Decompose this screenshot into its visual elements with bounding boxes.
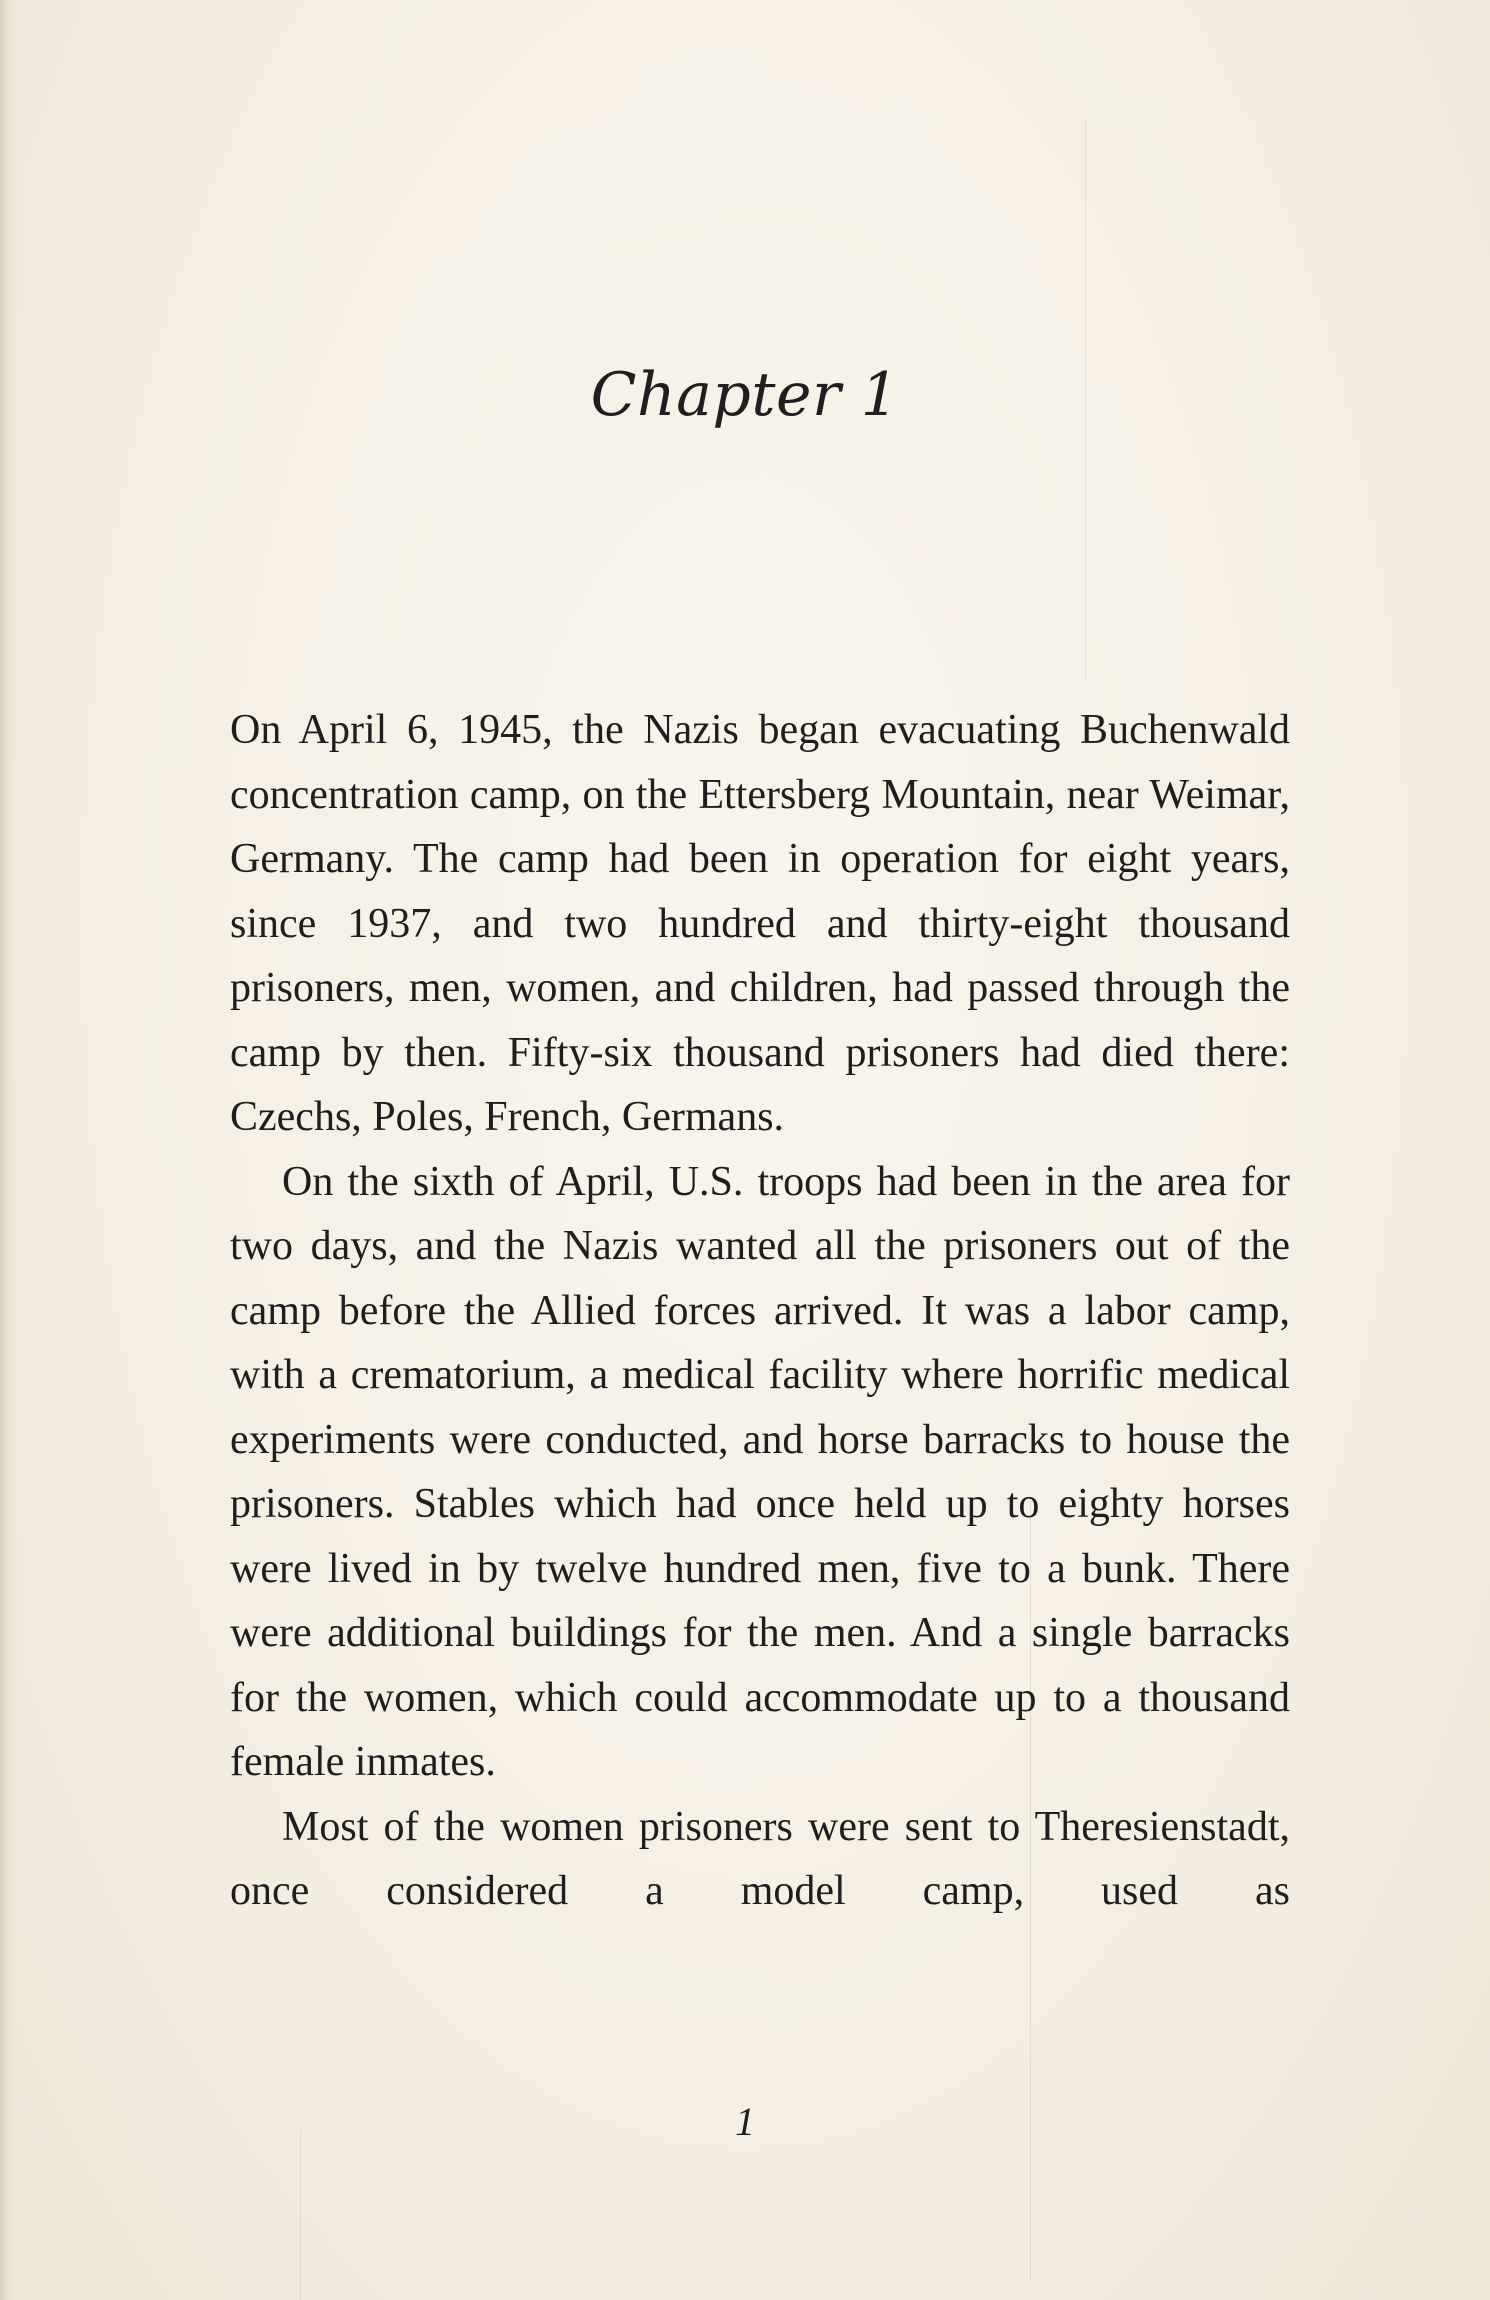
chapter-title: Chapter 1 [590,360,900,430]
paragraph: Most of the women prisoners were sent to Theresienstadt, once considered a model camp, used as [230,1803,1290,1914]
paragraph: On the sixth of April, U.S. troops had been in the area for two days, and the Nazis wanted all the prisoners out of the camp before the Allied forces arrived. It was a labor camp, with a crematorium, a medical facility where horrific medical experiments were conducted, and horse barracks to house the prisoners. Stables which had once held up to eighty horses were lived in by twelve hundred men, five to a bunk. There were additional buildings for the men. And a single barracks for the women, which could accommodate up to a thousand female inmates. [230,1158,1290,1785]
page-number: 1 [735,2099,755,2144]
chapter-body [230,698,1290,1924]
page-gutter-shadow [0,0,18,2300]
paragraph: On April 6, 1945, the Nazis began evacuating Buchenwald concentration camp, on the Ettersberg Mountain, near Weimar, Germany. The camp had been in operation for eight years, since 1937, and two hundred and thirty-eight thousand prisoners, men, women, and children, had passed through the camp by then. Fifty-six thousand prisoners had died there: Czechs, Poles, French, Germans. [230,707,1290,1140]
paper-crease [300,2130,301,2300]
